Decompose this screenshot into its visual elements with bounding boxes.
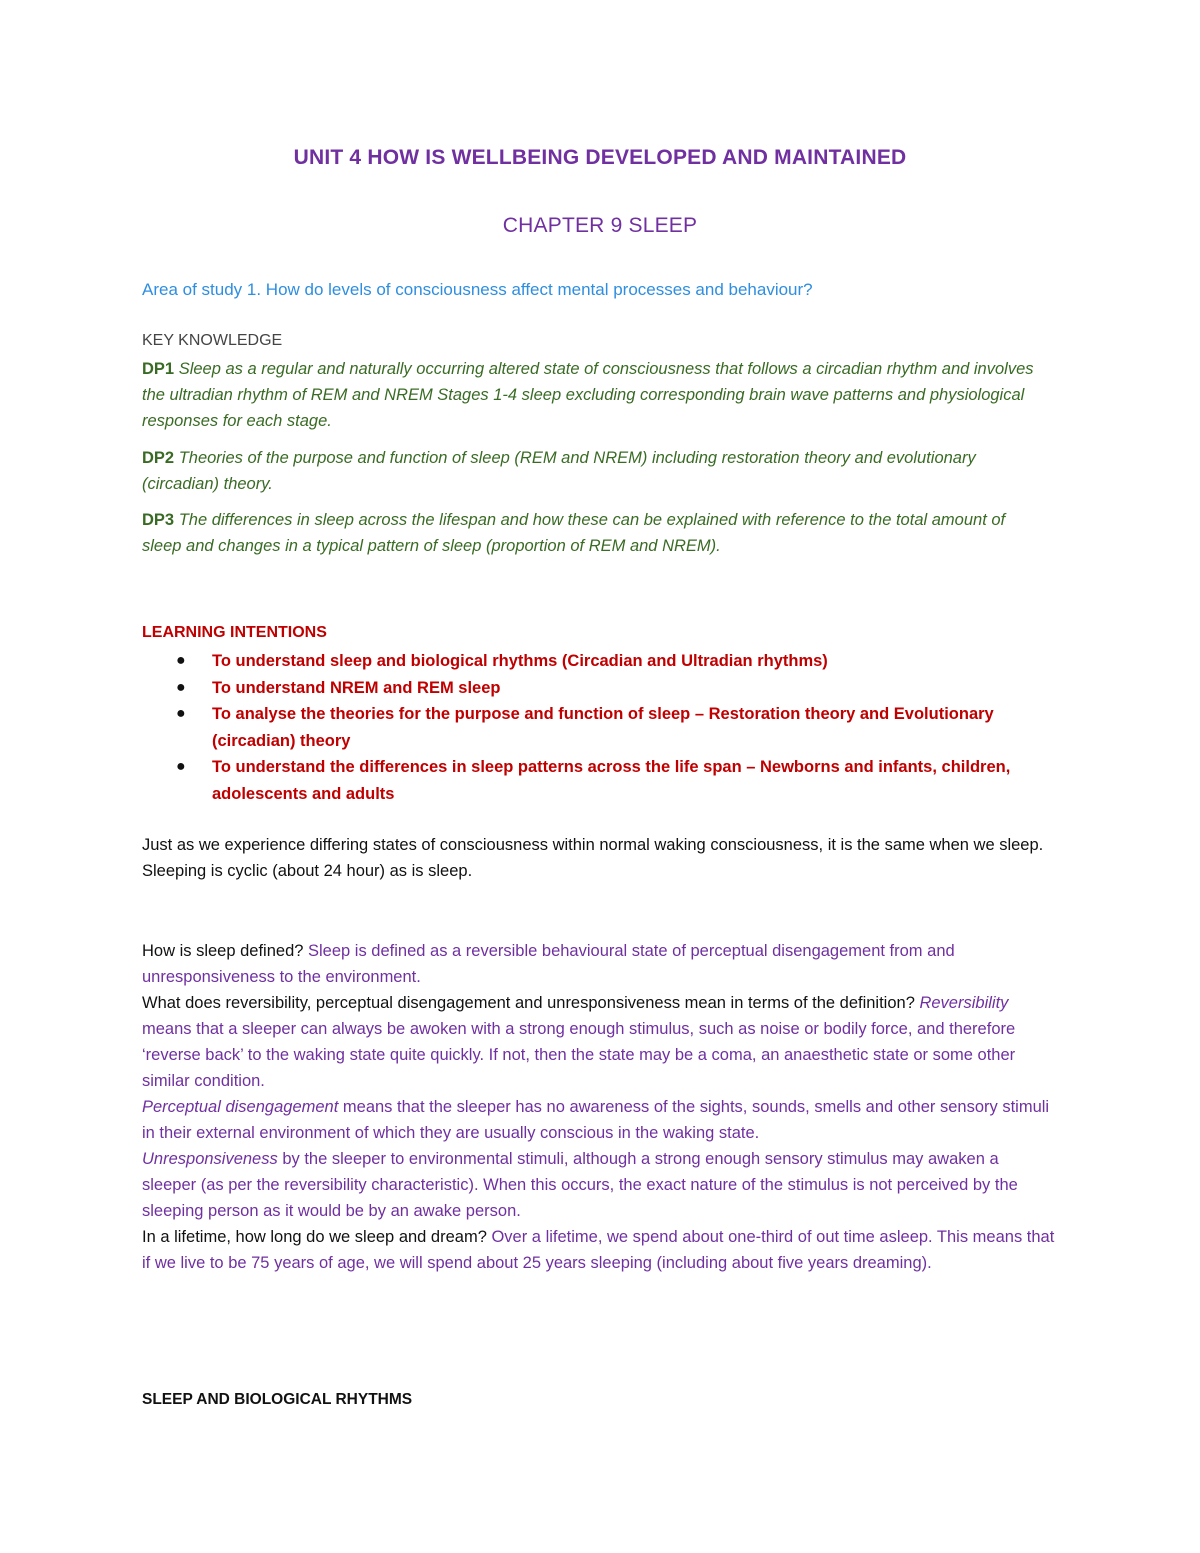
- bullet-icon: ●: [176, 758, 186, 775]
- intro-block: [142, 832, 1057, 884]
- bullet-icon: ●: [176, 678, 186, 696]
- list-item: ● To understand NREM and REM sleep: [172, 675, 1052, 702]
- dp1-paragraph: [142, 356, 1042, 434]
- answer-definition: Sleep is defined as a reversible behavioural state of perceptual disengagement from and unresponsiveness to the environment.: [142, 942, 955, 986]
- dp2-paragraph: [142, 445, 1042, 497]
- learning-intentions-heading: LEARNING INTENTIONS: [142, 624, 327, 641]
- area-of-study: Area of study 1. How do levels of consciousness affect mental processes and behaviour?: [142, 280, 813, 299]
- dp3-paragraph: [142, 507, 1042, 559]
- intro-paragraph-2: Sleeping is cyclic (about 24 hour) as is sleep.: [142, 862, 473, 880]
- section-heading: SLEEP AND BIOLOGICAL RHYTHMS: [142, 1391, 413, 1408]
- dp2-text: Theories of the purpose and function of sleep (REM and NREM) including restoration theory and evolutionary (circadian) theory.: [142, 449, 976, 493]
- intro-paragraph-1: Just as we experience differing states of consciousness within normal waking consciousness, it is the same when we sleep.: [142, 836, 1044, 854]
- answer-lifetime: Over a lifetime, we spend about one-third of out time asleep. This means that if we live to be 75 years of age, we will spend about 25 years sleeping (including about five years dreaming).: [142, 1228, 1055, 1272]
- bullet-icon: ●: [176, 652, 186, 669]
- list-item: ● To understand the differences in sleep patterns across the life span – Newborns and infants, children, adolescents and adults: [172, 754, 1052, 807]
- lifetime-qa: [142, 1224, 1057, 1276]
- question-definition: How is sleep defined?: [142, 942, 309, 960]
- dp3-text: The differences in sleep across the lifespan and how these can be explained with reference to the total amount of sleep and changes in a typical pattern of sleep (proportion of REM and NREM).: [142, 511, 1006, 555]
- chapter-title: CHAPTER 9 SLEEP: [502, 214, 698, 237]
- terms-qa: [142, 990, 1057, 1094]
- dp1-code: DP1: [142, 360, 175, 378]
- answer-perceptual-disengagement: means that the sleeper has no awareness of the sights, sounds, smells and other sensory stimuli in their external environment of which they are usually conscious in the waking state.: [142, 1098, 1050, 1142]
- list-item: ● To analyse the theories for the purpose and function of sleep – Restoration theory and Evolutionary (circadian) theory: [172, 701, 1052, 754]
- dp3-code: DP3: [142, 511, 175, 529]
- answer-unresponsiveness: by the sleeper to environmental stimuli, although a strong enough sensory stimulus may awaken a sleeper (as per the reversibility characteristic). When this occurs, the exact nature of the stimulus is not perceived by the sleeping person as it would be by an awake person.: [142, 1150, 1018, 1220]
- unit-title: UNIT 4 HOW IS WELLBEING DEVELOPED AND MAINTAINED: [293, 146, 907, 169]
- key-knowledge-label: KEY KNOWLEDGE: [142, 332, 283, 349]
- dp2-code: DP2: [142, 449, 175, 467]
- term-reversibility: Reversibility: [919, 994, 1009, 1012]
- bullet-icon: ●: [176, 705, 186, 722]
- answer-reversibility: means that a sleeper can always be awoken with a strong enough stimulus, such as noise or bodily force, and therefore ‘reverse back’ to the waking state quite quickly. If not, then the state may be a coma, an anaesthetic state or some other similar condition.: [142, 1020, 1016, 1090]
- list-item: ● To understand sleep and biological rhythms (Circadian and Ultradian rhythms): [172, 648, 1052, 675]
- unresponsiveness-paragraph: [142, 1146, 1057, 1224]
- definition-block: [142, 938, 1057, 1276]
- perceptual-disengagement-paragraph: [142, 1094, 1057, 1146]
- question-terms: What does reversibility, perceptual disengagement and unresponsiveness mean in terms of the definition?: [142, 994, 920, 1012]
- learning-intentions-list: [172, 648, 1052, 807]
- term-unresponsiveness: Unresponsiveness: [142, 1150, 278, 1168]
- definition-qa: [142, 938, 1057, 990]
- question-lifetime: In a lifetime, how long do we sleep and dream?: [142, 1228, 492, 1246]
- dp1-text: Sleep as a regular and naturally occurring altered state of consciousness that follows a circadian rhythm and involves the ultradian rhythm of REM and NREM Stages 1-4 sleep excluding corresponding brain wave patterns and physiological responses for each stage.: [142, 360, 1034, 430]
- term-perceptual-disengagement: Perceptual disengagement: [142, 1098, 339, 1116]
